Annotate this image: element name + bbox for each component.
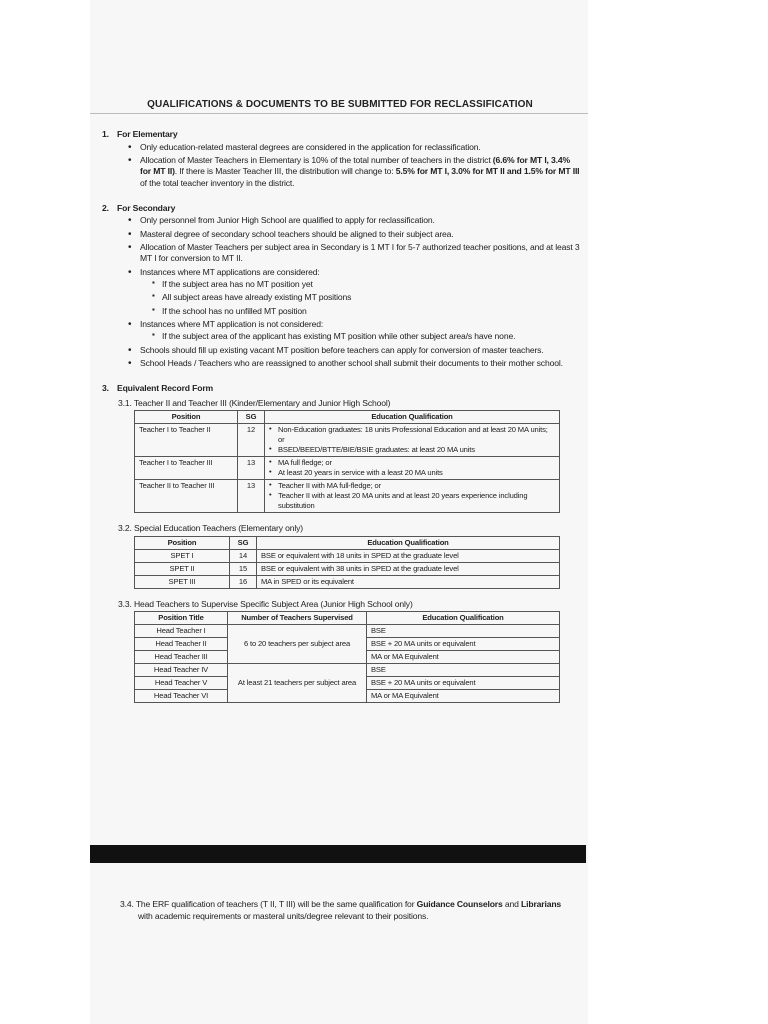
table-caption: 3.1. Teacher II and Teacher III (Kinder/Elementary and Junior High School)	[118, 397, 391, 408]
note-paragraph: 3.4. The ERF qualification of teachers (T II, T III) will be the same qualification for Guidance Counselors and Librarians with academic requirements or masteral units/degree relevant to their positions.	[120, 899, 562, 922]
bullet-item: • Instances where MT application is not considered: ▪ If the subject area of the applicant has existing MT position while other subject area/s have none.	[128, 319, 580, 343]
section-heading: 1. For Elementary	[102, 129, 178, 140]
sub-bullet-item: ▪ If the school has no unfilled MT position	[152, 306, 580, 317]
table-row: Teacher I to Teacher III 13 • MA full fledge; or • At least 20 years in service with a least 20 MA units	[135, 457, 560, 480]
section-heading: 3. Equivalent Record Form	[102, 383, 214, 394]
table-row: Head Teacher I 6 to 20 teachers per subject area BSE	[135, 624, 560, 637]
sub-bullet-item: ▪ If the subject area of the applicant has existing MT position while other subject area/s have none.	[152, 331, 580, 342]
bullet-item: • Instances where MT applications are considered: ▪ If the subject area has no MT position yet ▪ All subject areas have already existing MT positions ▪ If the school has no unfilled MT position	[128, 267, 580, 317]
table-caption: 3.3. Head Teachers to Supervise Specific Subject Area (Junior High School only)	[118, 598, 413, 609]
teacher-table	[134, 410, 560, 513]
table-row: SPET II 15 BSE or equivalent with 38 units in SPED at the graduate level	[135, 562, 560, 575]
bullet-list	[100, 142, 580, 189]
section-secondary	[100, 203, 580, 369]
bullet-item: • Allocation of Master Teachers in Elementary is 10% of the total number of teachers in the district (6.6% for MT I, 3.4% for MT II). If there is Master Teacher III, the distribution will change to: 5.5% for MT I, 3.0% for MT II and 1.5% for MT III of the total teacher inventory in the district.	[128, 155, 580, 189]
table-header-row: Position Title Number of Teachers Supervised Education Qualification	[135, 611, 560, 624]
table-row: SPET I 14 BSE or equivalent with 18 units in SPED at the graduate level	[135, 549, 560, 562]
head-teacher-table	[134, 611, 560, 703]
section-erf	[100, 383, 580, 703]
table-row: Head Teacher VI MA or MA Equivalent	[135, 690, 560, 703]
bullet-item: • Allocation of Master Teachers per subject area in Secondary is 1 MT I for 5-7 authorized teacher positions, and at least 3 MT I for conversion to MT II.	[128, 242, 580, 265]
table-row: Head Teacher IV At least 21 teachers per subject area BSE	[135, 664, 560, 677]
table-row: Head Teacher II BSE + 20 MA units or equivalent	[135, 637, 560, 650]
sub-bullet-item: ▪ If the subject area has no MT position yet	[152, 279, 580, 290]
bullet-item: • Only education-related masteral degrees are considered in the application for reclassification.	[128, 142, 580, 153]
bullet-item: • Schools should fill up existing vacant MT position before teachers can apply for conversion of master teachers.	[128, 345, 580, 356]
page-title: QUALIFICATIONS & DOCUMENTS TO BE SUBMITTED FOR RECLASSIFICATION	[147, 99, 533, 110]
table-caption: 3.2. Special Education Teachers (Elementary only)	[118, 523, 303, 534]
table-row: Teacher I to Teacher II 12 • Non-Education graduates: 18 units Professional Education and at least 20 MA units; or • BSED/BEED/BTTE/BIE/BSIE graduates: at least 20 MA units	[135, 424, 560, 457]
table-row: SPET III 16 MA in SPED or its equivalent	[135, 575, 560, 588]
table-row: Head Teacher III MA or MA Equivalent	[135, 651, 560, 664]
redaction-bar	[90, 845, 586, 863]
spet-table	[134, 536, 560, 589]
table-header-row: Position SG Education Qualification	[135, 536, 560, 549]
table-header-row: Position SG Education Qualification	[135, 411, 560, 424]
table-row: Head Teacher V BSE + 20 MA units or equivalent	[135, 677, 560, 690]
table-row: Teacher II to Teacher III 13 • Teacher II with MA full-fledge; or • Teacher II with at least 20 MA units and at least 20 years experience including substitution	[135, 480, 560, 513]
sub-bullet-item: ▪ All subject areas have already existing MT positions	[152, 292, 580, 303]
sub-bullet-list	[140, 279, 580, 317]
section-elementary	[100, 129, 580, 189]
bullet-item: • Masteral degree of secondary school teachers should be aligned to their subject area.	[128, 229, 580, 240]
bullet-list	[100, 215, 580, 369]
document-body	[100, 98, 580, 703]
section-heading: 2. For Secondary	[102, 202, 176, 213]
bullet-item: • Only personnel from Junior High School are qualified to apply for reclassification.	[128, 215, 580, 226]
bullet-item: • School Heads / Teachers who are reassigned to another school shall submit their documents to their mother school.	[128, 358, 580, 369]
sub-bullet-list	[140, 331, 580, 342]
